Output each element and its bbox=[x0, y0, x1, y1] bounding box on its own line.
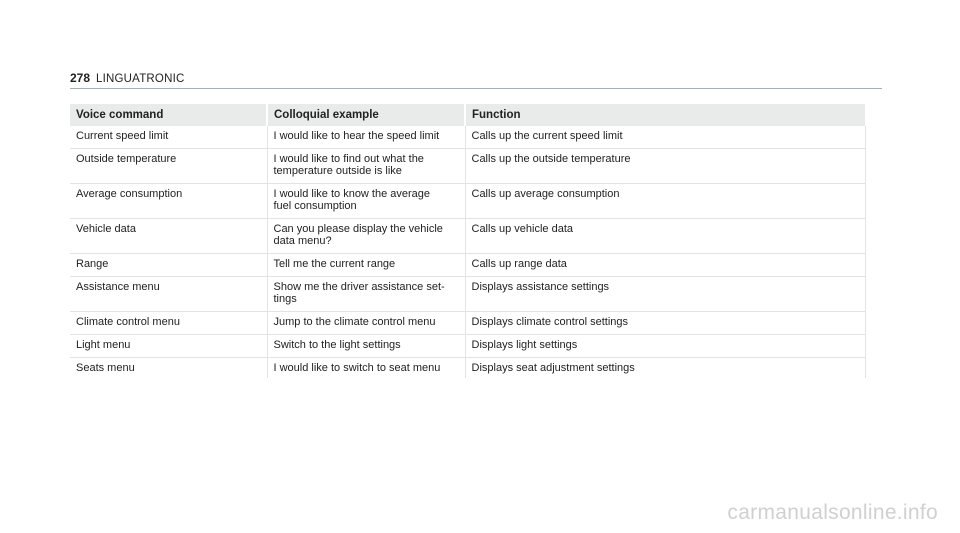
table-row bbox=[70, 126, 865, 149]
table-header-row bbox=[70, 104, 865, 126]
function-cell: Calls up average consumption bbox=[465, 184, 865, 219]
table-row bbox=[70, 277, 865, 312]
function-cell: Calls up range data bbox=[465, 254, 865, 277]
colloquial-example-cell: I would like to know the average fuel consumption bbox=[267, 184, 465, 219]
table-body bbox=[70, 126, 865, 378]
voice-command-cell: Average consumption bbox=[70, 184, 267, 219]
section-title: LINGUATRONIC bbox=[96, 73, 185, 85]
page-number: 278 bbox=[70, 71, 91, 85]
voice-command-table-container bbox=[70, 104, 865, 378]
voice-command-cell: Range bbox=[70, 254, 267, 277]
voice-command-cell: Seats menu bbox=[76, 362, 135, 374]
colloquial-example-cell: I would like to find out what the temperature outside is like bbox=[267, 149, 465, 184]
colloquial-example-cell: I would like to hear the speed limit bbox=[267, 126, 465, 149]
colloquial-example-cell: Show me the driver assistance set- tings bbox=[267, 277, 465, 312]
table-row bbox=[70, 254, 865, 277]
watermark: carmanualsonline.info bbox=[727, 501, 938, 524]
column-header-function: Function bbox=[465, 104, 865, 126]
function-cell: Calls up the current speed limit bbox=[465, 126, 865, 149]
function-cell: Calls up vehicle data bbox=[465, 219, 865, 254]
voice-command-cell: Outside temperature bbox=[70, 149, 267, 184]
function-cell: Displays climate control settings bbox=[465, 312, 865, 335]
colloquial-example-cell: I would like to switch to seat menu bbox=[267, 358, 465, 379]
header-rule bbox=[70, 88, 882, 89]
page-header bbox=[70, 71, 184, 85]
table-row bbox=[70, 335, 865, 358]
function-cell: Calls up the outside temperature bbox=[465, 149, 865, 184]
voice-command-cell: Light menu bbox=[70, 335, 267, 358]
column-header-voice-command: Voice command bbox=[70, 104, 267, 126]
table-row bbox=[70, 312, 865, 335]
table-row bbox=[70, 358, 865, 379]
colloquial-example-cell: Can you please display the vehicle data menu? bbox=[267, 219, 465, 254]
voice-command-table bbox=[70, 104, 866, 378]
colloquial-example-cell: Switch to the light settings bbox=[267, 335, 465, 358]
function-cell: Displays seat adjustment settings bbox=[465, 358, 865, 379]
table-row bbox=[70, 184, 865, 219]
colloquial-example-cell: Jump to the climate control menu bbox=[267, 312, 465, 335]
colloquial-example-cell: Tell me the current range bbox=[267, 254, 465, 277]
column-header-colloquial-example: Colloquial example bbox=[267, 104, 465, 126]
table-row bbox=[70, 219, 865, 254]
voice-command-cell: Climate control menu bbox=[70, 312, 267, 335]
voice-command-cell: Vehicle data bbox=[70, 219, 267, 254]
function-cell: Displays assistance settings bbox=[465, 277, 865, 312]
function-cell: Displays light settings bbox=[465, 335, 865, 358]
table-row bbox=[70, 149, 865, 184]
voice-command-cell: Assistance menu bbox=[70, 277, 267, 312]
voice-command-cell: Current speed limit bbox=[70, 126, 267, 149]
